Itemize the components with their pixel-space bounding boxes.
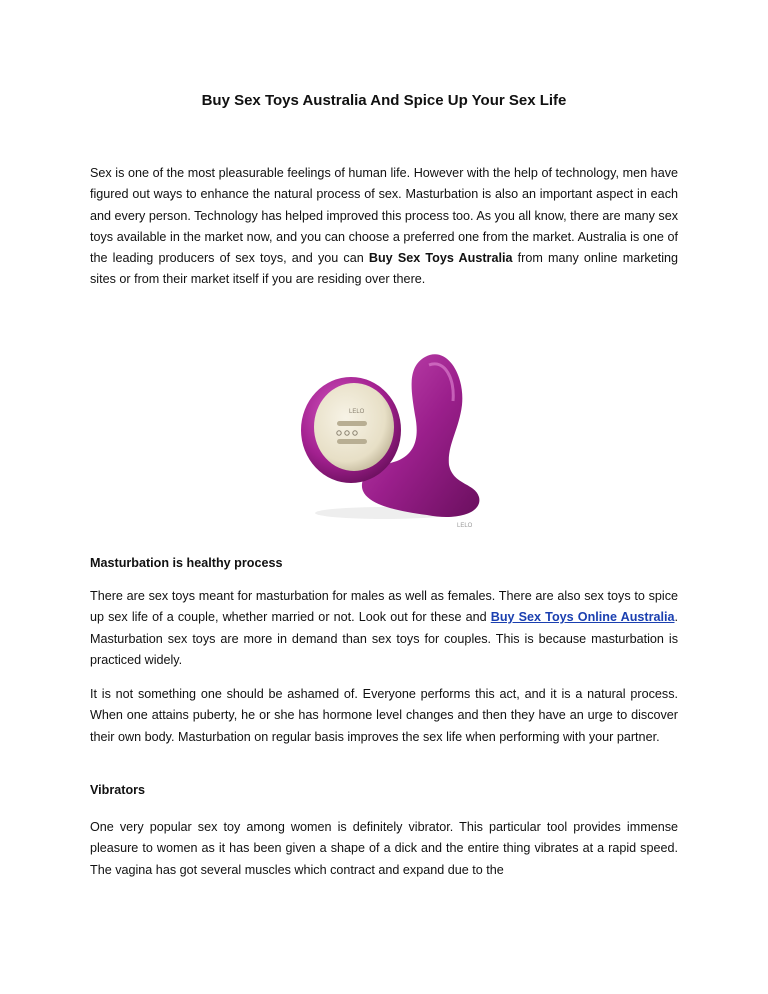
section2-paragraph-1: One very popular sex toy among women is definitely vibrator. This particular tool provides immense pleasure to women as it has been given a shape of a dick and the entire thing vibrates at a rapid speed. The vagina has got several muscles which contract and expand due to the	[90, 820, 678, 877]
buy-sex-toys-online-link[interactable]: Buy Sex Toys Online Australia	[490, 610, 675, 625]
section-heading-vibrators: Vibrators	[90, 783, 146, 797]
remote-brand-label: LELO	[349, 409, 365, 415]
intro-paragraph	[90, 163, 678, 291]
section1-paragraph-2: It is not something one should be ashamed of. Everyone performs this act, and it is a natural process. When one attains puberty, he or she has hormone level changes and then they have an urge to discover their own body. Masturbation on regular basis improves the sex life when performing with your partner.	[90, 687, 678, 744]
remote-face	[314, 383, 394, 471]
image-watermark: LELO	[457, 523, 473, 529]
section-heading-masturbation: Masturbation is healthy process	[90, 556, 283, 570]
intro-bold-keyword: Buy Sex Toys Australia	[368, 251, 513, 266]
product-illustration	[297, 335, 492, 535]
section1-text-1: There are sex toys meant for masturbation for males as well as females. There are also sex toys to spice up sex life of a couple, whether married or not. Look out for these and	[90, 589, 678, 625]
intro-text-1: Sex is one of the most pleasurable feelings of human life. However with the help of technology, men have figured out ways to enhance the natural process of sex. Masturbation is also an important aspect in each and every person. Technology has helped improved this process too. As you all know, there are many sex toys available in the market now, and you can choose a preferred one from the market. Australia is one of the leading producers of sex toys, and you can	[90, 166, 678, 266]
section1-text-2: . Masturbation sex toys are more in demand than sex toys for couples. This is because masturbation is practiced widely.	[90, 610, 678, 667]
page-title: Buy Sex Toys Australia And Spice Up Your Sex Life	[201, 92, 567, 109]
section1-paragraph-1	[90, 586, 678, 671]
product-image	[297, 335, 492, 535]
intro-text-2: from many online marketing sites or from their market itself if you are residing over there.	[90, 251, 678, 287]
